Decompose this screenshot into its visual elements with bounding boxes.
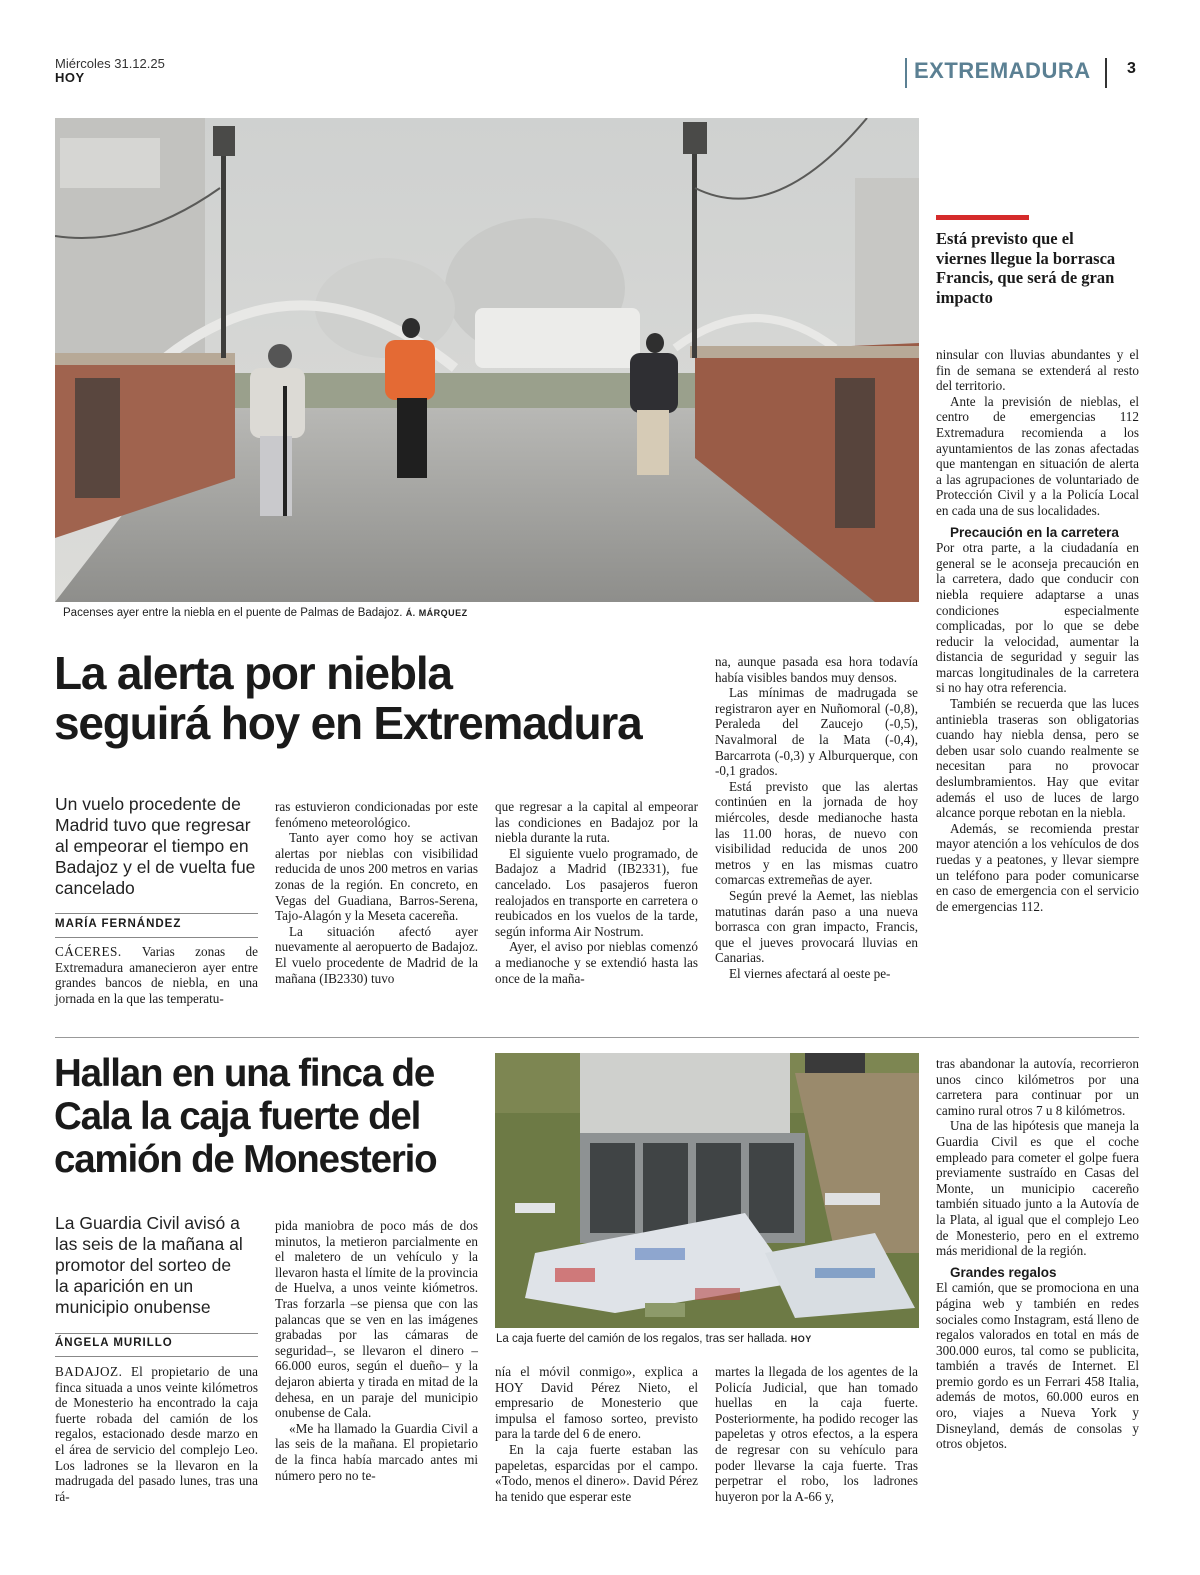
section-divider-right xyxy=(1105,58,1107,88)
article2-col3: nía el móvil conmigo», explica a HOY David Pérez Nieto, el empresario de Monesterio que impulsa el famoso sorteo, previsto para la tarde del 6 de enero. En la caja fuerte estaban las papeletas, esparcidas por el campo. «Todo, menos el dinero». David Pérez ha tenido que esperar este xyxy=(495,1364,698,1504)
article2-headline: Hallan en una finca de Cala la caja fuerte del camión de Monesterio xyxy=(54,1052,437,1181)
article-divider xyxy=(55,1037,1139,1038)
photo1-credit: Á. MÁRQUEZ xyxy=(405,608,468,618)
article2-col4: martes la llegada de los agentes de la Policía Judicial, que han tomado huellas en la caja fuerte. Posteriormente, ha podido recoger las papeletas y otros efectos, a la espera de regresar con su vehículo para poder llevarse la caja fuerte. Tras perpetrar el robo, los ladrones huyeron por la A-66 y, xyxy=(715,1364,918,1504)
article1-col3: que regresar a la capital al empeorar las condiciones en Badajoz por la niebla durante la ruta. El siguiente vuelo programado, de Badajoz a Madrid (IB2331), fue cancelado. Los pasajeros fueron realojados en transporte en carretera o reubicados en los vuelos de la tarde, según informa Air Nostrum. Ayer, el aviso por nieblas comenzó a medianoche y se extendió hasta las once de la maña- xyxy=(495,799,698,986)
article1-headline: La alerta por niebla seguirá hoy en Extremadura xyxy=(54,647,642,749)
section-divider-left xyxy=(905,58,907,88)
byline-rule xyxy=(55,1356,258,1357)
photo2-credit: HOY xyxy=(790,1334,812,1344)
header-paper: HOY xyxy=(55,70,85,85)
article1-col2: ras estuvieron condicionadas por este fenómeno meteorológico. Tanto ayer como hoy se activan alertas por nieblas con visibilidad reducida de unos 200 metros en varias zonas de la región. En concreto, en Vegas del Guadiana, Barros-Serena, Tajo-Alagón y la Meseta cacereña. La situación afectó ayer nuevamente al aeropuerto de Badajoz. El vuelo procedente de Madrid de la mañana (IB2330) tuvo xyxy=(275,799,478,986)
article2-deck: La Guardia Civil avisó a las seis de la mañana al promotor del sorteo de la aparición en un municipio onubense xyxy=(55,1213,243,1317)
article2-col1: BADAJOZ. El propietario de una finca situada a unos veinte kilómetros de Monesterio ha encontrado la caja fuerte robada del camión de los regalos, estacionado desde marzo en el área de servicio del complejo Leo. Los ladrones se la llevaron en la madrugada del pasado lunes, tras una rá- xyxy=(55,1364,258,1504)
fog-bridge-photo xyxy=(55,118,919,602)
section-title: EXTREMADURA xyxy=(914,58,1091,83)
article2-byline: ÁNGELA MURILLO xyxy=(55,1337,173,1349)
pullquote: Está previsto que el viernes llegue la borrasca Francis, que será de gran impacto xyxy=(936,229,1116,307)
safe-photo xyxy=(495,1053,919,1328)
dateline: BADAJOZ. xyxy=(55,1364,123,1379)
dateline: CÁCERES. xyxy=(55,944,122,959)
page-number: 3 xyxy=(1127,60,1136,77)
subhead-regalos: Grandes regalos xyxy=(950,1264,1057,1280)
article2-col2: pida maniobra de poco más de dos minutos, la metieron parcialmente en el maletero de un vehículo y la llevaron hasta el límite de la provincia de Huelva, a unos veinte kiómetros. Tras forzarla –se piensa que con las palancas que se ven en las imágenes grabadas por las cámaras de seguridad–, se llevaron el dinero –66.000 euros, según el dueño– y la dejaron abierta y tirada en mitad de la dehesa, en un paraje del municipio onubense de Cala. «Me ha llamado la Guardia Civil a las seis de la mañana. El propietario de la finca había marcado antes mi número pero no te- xyxy=(275,1218,478,1483)
byline-rule xyxy=(55,1333,258,1334)
article1-col1: CÁCERES. Varias zonas de Extremadura amanecieron ayer entre grandes bancos de niebla, en una jornada en la que las temperatu- xyxy=(55,944,259,1006)
subhead-carretera: Precaución en la carretera xyxy=(950,524,1119,540)
article1-col4: na, aunque pasada esa hora todavía había visibles bandos muy densos. Las mínimas de madrugada se registraron ayer en Nuñomoral (-0,8), Peraleda del Zaucejo (-0,5), Navalmoral de la Mata (-0,4), Barcarrota (-0,3) y Alburquerque, con -0,1 grados. Está previsto que las alertas continúen en la jornada de hoy miércoles, desde medianoche hasta las 11.00 horas, de nuevo con visibilidad reducida de unos 200 metros y en las mismas cuatro comarcas extremeñas de ayer. Según prevé la Aemet, las nieblas matutinas darán paso a una nueva borrasca con gran impacto, Francis, que el jueves provocará lluvias en Canarias. El viernes afectará al oeste pe- xyxy=(715,654,918,981)
article2-col5: tras abandonar la autovía, recorrieron unos cinco kilómetros por una carretera para continuar por un camino rural otros 7 u 8 kilómetros. Una de las hipótesis que maneja la Guardia Civil es que el coche empleado para cometer el golpe fuera previamente sustraído en Casas del Monte, un municipio cacereño también situado junto a la Autovía de la Plata, al igual que el complejo Leo de Monesterio, pero en el extremo más meridional de la región. Grandes regalos El camión, que se promociona en una página web y también en redes sociales como Instagram, está lleno de regalos valorados en total en más de 300.000 euros, tal como se publicita, también a través de Internet. El premio gordo es un Ferrari 458 Italia, además de motos, 60.000 euros en oro, viajes a Nueva York y Disneyland, demás de consolas y otros objetos. xyxy=(936,1056,1139,1452)
pullquote-rule xyxy=(936,215,1029,220)
photo2-caption: La caja fuerte del camión de los regalos, tras ser hallada. HOY xyxy=(496,1333,812,1345)
article1-col5: ninsular con lluvias abundantes y el fin de semana se extenderá al resto del territorio. Ante la previsión de nieblas, el centro de emergencias 112 Extremadura recomienda a los ayuntamientos de las zonas afectadas que mantengan en situación de alerta a las agrupaciones de voluntariado de Protección Civil y a la Policía Local en cada una de sus localidades. Precaución en la carretera Por otra parte, a la ciudadanía en general se le aconseja precaución en la carretera, dado que conducir con niebla requiere adaptarse a unas condiciones especialmente complicadas, por lo que se debe reducir la velocidad, aumentar la distancia de seguridad y seguir las marcas longitudinales de la carretera si no hay otra referencia. También se recuerda que las luces antiniebla traseras son obligatorias cuando hay niebla densa, pero se deben usar solo cuando realmente se necesitan para no provocar deslumbramientos. Hay que evitar además el uso de luces de largo alcance porque rebotan en la niebla. Además, se recomienda prestar mayor atención a los vehículos de dos ruedas y a peatones, y llevar siempre un teléfono para poder comunicarse en caso de emergencia con el servicio de emergencias 112. xyxy=(936,347,1139,914)
photo1-caption: Pacenses ayer entre la niebla en el puente de Palmas de Badajoz. Á. MÁRQUEZ xyxy=(63,607,468,619)
byline-rule xyxy=(55,913,258,914)
article1-byline: MARÍA FERNÁNDEZ xyxy=(55,918,182,930)
byline-rule xyxy=(55,937,258,938)
article1-deck: Un vuelo procedente de Madrid tuvo que regresar al empeorar el tiempo en Badajoz y el de vuelta fue cancelado xyxy=(55,794,256,898)
header-date: Miércoles 31.12.25 xyxy=(55,56,165,71)
